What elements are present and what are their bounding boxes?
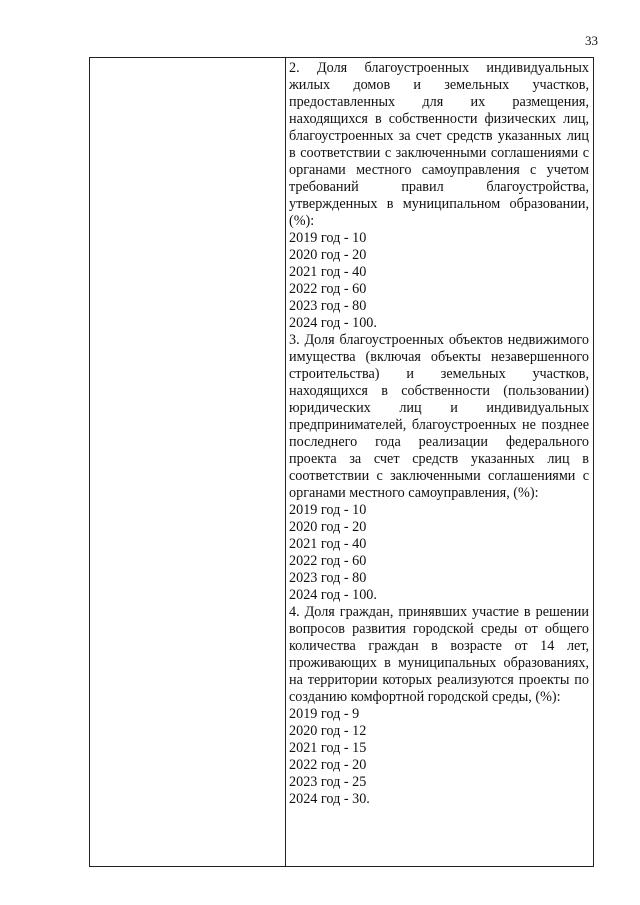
year-value: 2022 год - 60 [289, 281, 367, 297]
year-value: 2024 год - 30. [289, 791, 370, 807]
indicator-description: 3. Доля благоустроенных объектов недвижимого имущества (включая объекты незавершенного строительства) и земельных участков, находящихся в собственности (пользовании) юридических лиц и индивидуальных предпринимателей, благоустроенных не позднее последнего года реализации федерального проекта за счет средств указанных лиц в соответствии с заключенными соглашениями с органами местного самоуправления, (%): [289, 332, 589, 501]
year-value: 2022 год - 20 [289, 757, 367, 773]
year-value: 2023 год - 25 [289, 774, 367, 790]
year-value: 2019 год - 9 [289, 706, 360, 722]
year-value: 2022 год - 60 [289, 553, 367, 569]
indicator-description: 4. Доля граждан, принявших участие в решении вопросов развития городской среды от общего количества граждан в возрасте от 14 лет, проживающих в муниципальных образованиях, на территории которых реализуются проекты по созданию комфортной городской среды, (%): [289, 604, 589, 705]
year-value: 2021 год - 40 [289, 264, 367, 280]
page-number: 33 [585, 33, 598, 48]
indicator-description: 2. Доля благоустроенных индивидуальных жилых домов и земельных участков, предоставленных для их размещения, находящихся в собственности физических лиц, благоустроенных за счет средств указанных лиц в соответствии с заключенными соглашениями с органами местного самоуправления с учетом требований правил благоустройства, утвержденных в муниципальном образовании, (%): [289, 60, 589, 229]
year-value: 2020 год - 20 [289, 519, 367, 535]
year-value: 2023 год - 80 [289, 298, 367, 314]
empty-left-cell [90, 58, 286, 866]
year-value: 2019 год - 10 [289, 502, 367, 518]
year-value: 2021 год - 15 [289, 740, 367, 756]
year-value: 2020 год - 20 [289, 247, 367, 263]
indicators-table [89, 57, 594, 867]
year-value: 2023 год - 80 [289, 570, 367, 586]
year-value: 2024 год - 100. [289, 587, 377, 603]
indicator-item-2 [289, 60, 589, 332]
year-value: 2024 год - 100. [289, 315, 377, 331]
year-value: 2020 год - 12 [289, 723, 367, 739]
indicator-item-4 [289, 604, 589, 808]
indicator-item-3 [289, 332, 589, 604]
year-value: 2019 год - 10 [289, 230, 367, 246]
year-value: 2021 год - 40 [289, 536, 367, 552]
indicators-cell [289, 60, 589, 808]
